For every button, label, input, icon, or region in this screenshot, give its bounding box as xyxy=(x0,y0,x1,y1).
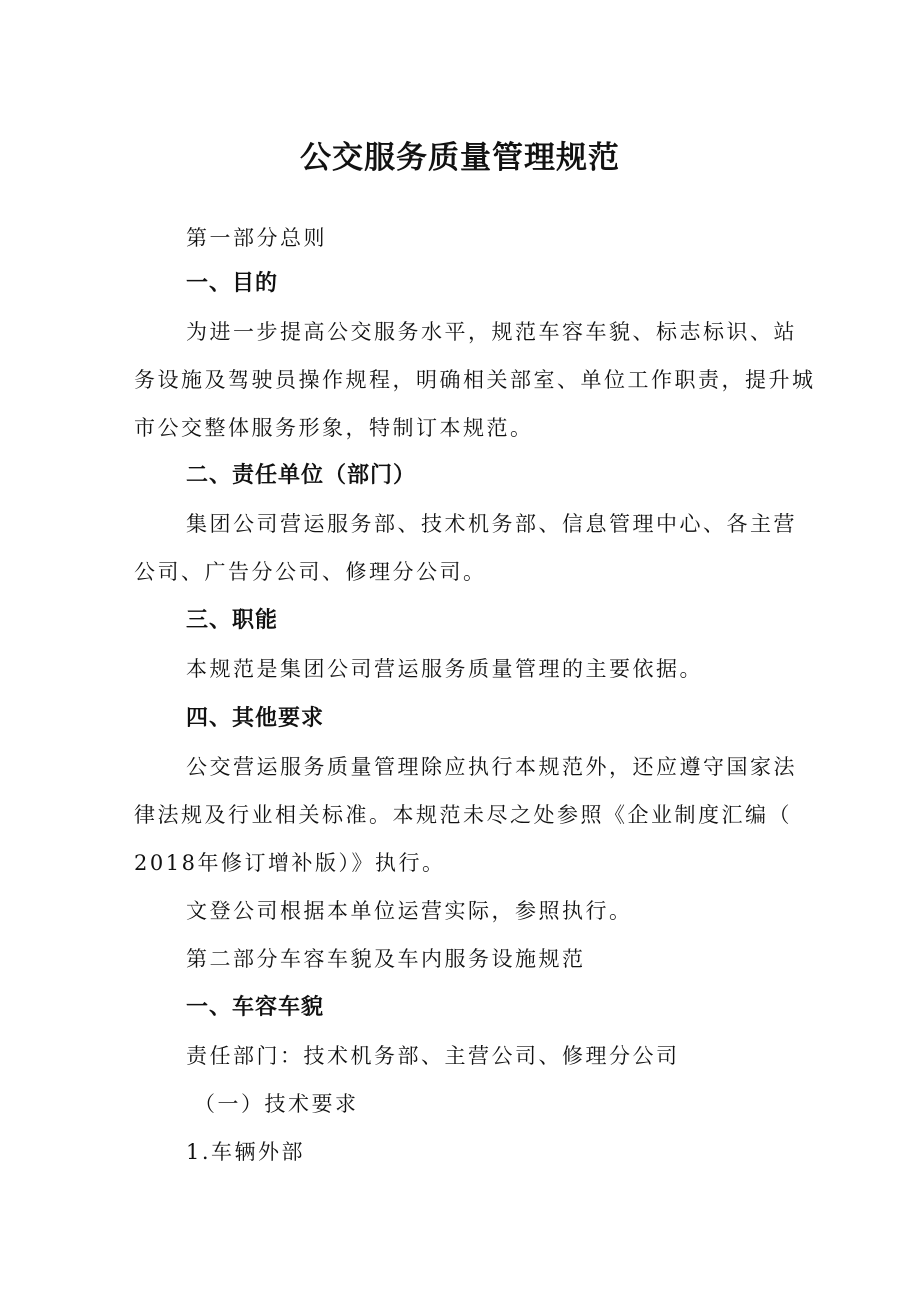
paragraph-line: 务设施及驾驶员操作规程，明确相关部室、单位工作职责，提升城 xyxy=(134,368,816,392)
paragraph-line: 集团公司营运服务部、技术机务部、信息管理中心、各主营 xyxy=(186,512,797,536)
section-heading-vehicle-appearance: 一、车容车貌 xyxy=(186,995,325,1020)
paragraph-line: 文登公司根据本单位运营实际，参照执行。 xyxy=(186,899,633,923)
paragraph-line: 本规范是集团公司营运服务质量管理的主要依据。 xyxy=(186,657,703,681)
paragraph-line: 市公交整体服务形象，特制订本规范。 xyxy=(134,416,534,440)
paragraph-line: 公司、广告分公司、修理分公司。 xyxy=(134,560,487,584)
paragraph-line: 律法规及行业相关标准。本规范未尽之处参照《企业制度汇编（ xyxy=(134,803,792,827)
section-heading-purpose: 一、目的 xyxy=(186,271,279,296)
section-heading-responsible-units: 二、责任单位（部门） xyxy=(186,463,417,488)
section-heading-other-requirements: 四、其他要求 xyxy=(186,706,325,731)
document-title: 公交服务质量管理规范 xyxy=(300,140,620,176)
paragraph-line: 公交营运服务质量管理除应执行本规范外，还应遵守国家法 xyxy=(186,755,797,779)
paragraph-line: 责任部门：技术机务部、主营公司、修理分公司 xyxy=(186,1044,680,1068)
part-one-heading: 第一部分总则 xyxy=(186,226,327,250)
paragraph-line: 2018年修订增补版）》执行。 xyxy=(134,851,446,875)
section-heading-functions: 三、职能 xyxy=(186,608,279,633)
subsection-heading-technical: （一）技术要求 xyxy=(194,1092,359,1116)
paragraph-line: 为进一步提高公交服务水平，规范车容车貌、标志标识、站 xyxy=(186,320,797,344)
part-two-heading: 第二部分车容车貌及车内服务设施规范 xyxy=(186,947,586,971)
item-heading-vehicle-exterior: 1.车辆外部 xyxy=(186,1140,306,1164)
